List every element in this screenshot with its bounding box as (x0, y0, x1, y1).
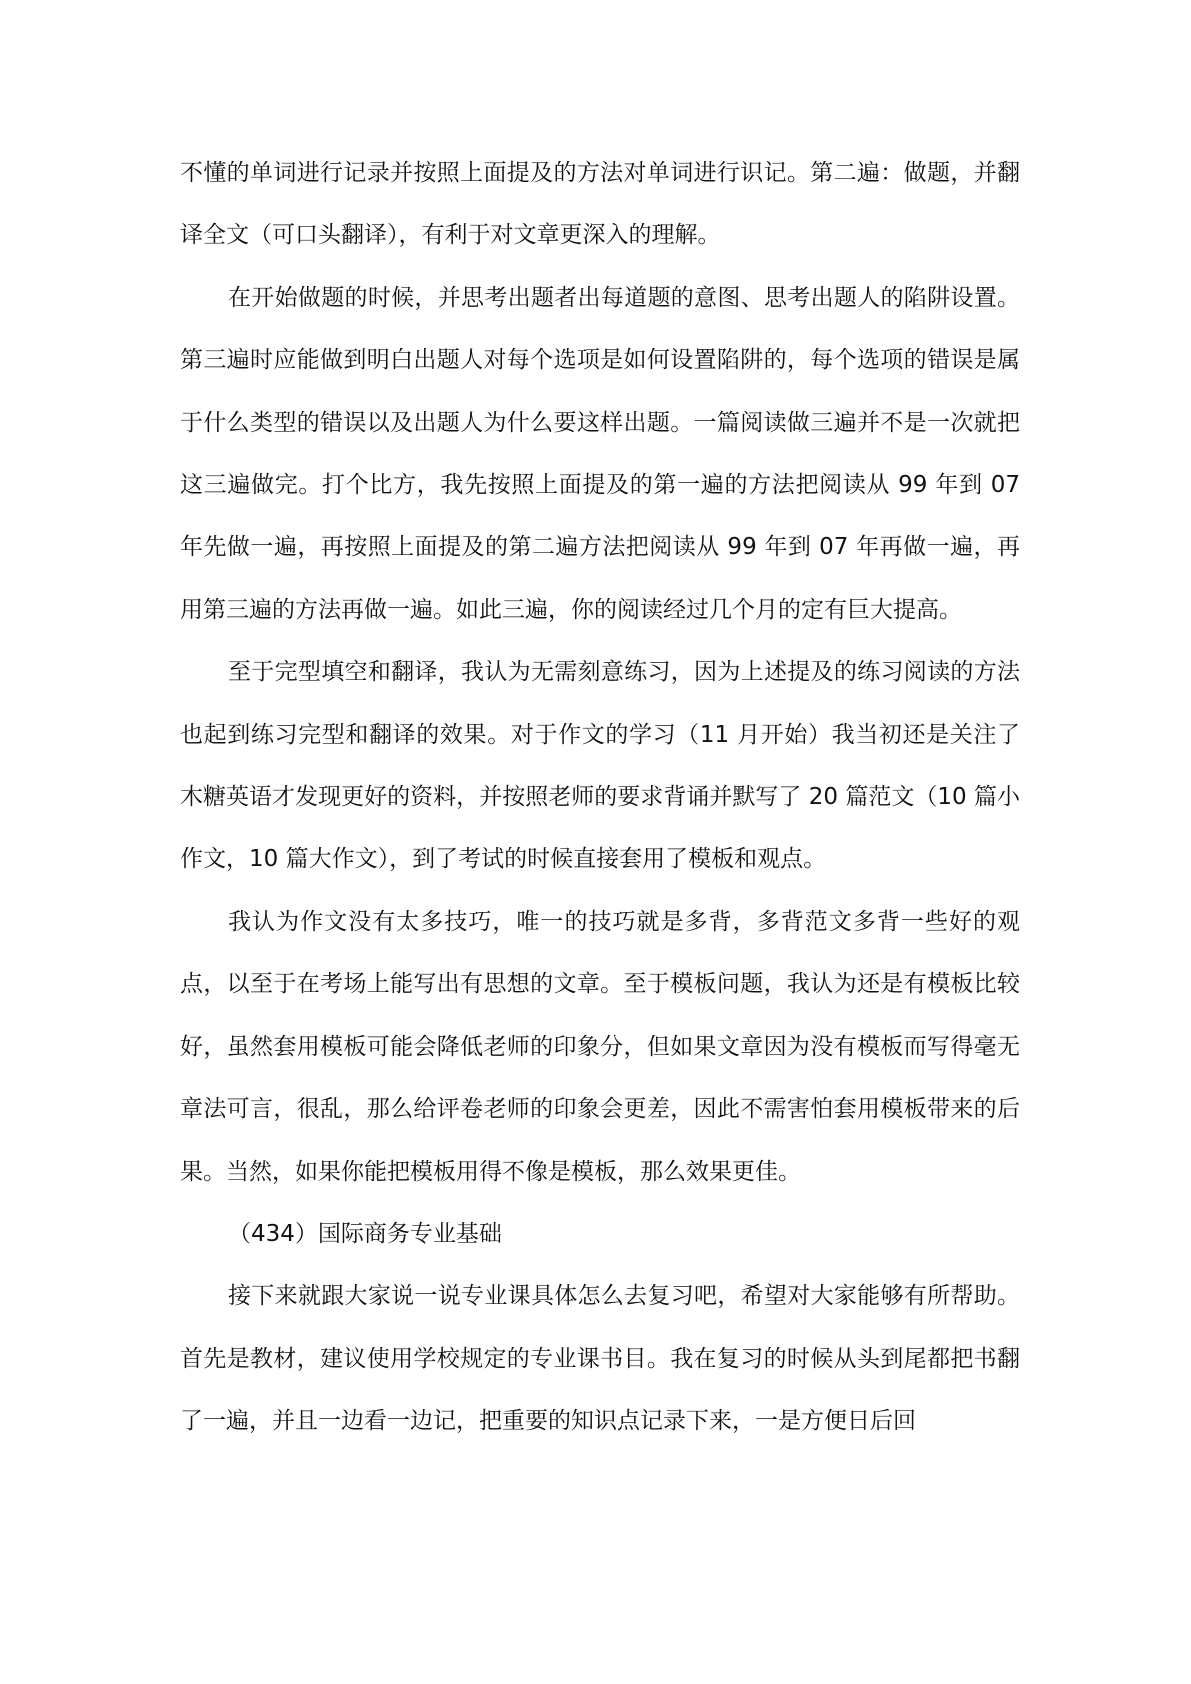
document-body (180, 142, 1020, 1453)
paragraph: 至于完型填空和翻译，我认为无需刻意练习，因为上述提及的练习阅读的方法也起到练习完型和翻译的效果。对于作文的学习（11 月开始）我当初还是关注了木糖英语才发现更好的资料，并按照老师的要求背诵并默写了 20 篇范文（10 篇小作文，10 篇大作文），到了考试的时候直接套用了模板和观点。 (180, 659, 1020, 873)
paragraph: 不懂的单词进行记录并按照上面提及的方法对单词进行识记。第二遍：做题，并翻译全文（可口头翻译），有利于对文章更深入的理解。 (180, 160, 1020, 249)
paragraph: 接下来就跟大家说一说专业课具体怎么去复习吧，希望对大家能够有所帮助。首先是教材，建议使用学校规定的专业课书目。我在复习的时候从头到尾都把书翻了一遍，并且一边看一边记，把重要的知识点记录下来，一是方便日后回 (180, 1283, 1020, 1435)
paragraph: 在开始做题的时候，并思考出题者出每道题的意图、思考出题人的陷阱设置。第三遍时应能做到明白出题人对每个选项是如何设置陷阱的，每个选项的错误是属于什么类型的错误以及出题人为什么要这样出题。一篇阅读做三遍并不是一次就把这三遍做完。打个比方，我先按照上面提及的第一遍的方法把阅读从 99 年到 07 年先做一遍，再按照上面提及的第二遍方法把阅读从 99 年到 07 年再做一遍，再用第三遍的方法再做一遍。如此三遍，你的阅读经过几个月的定有巨大提高。 (180, 284, 1020, 623)
section-heading: （434）国际商务专业基础 (228, 1220, 502, 1247)
paragraph: 我认为作文没有太多技巧，唯一的技巧就是多背，多背范文多背一些好的观点，以至于在考场上能写出有思想的文章。至于模板问题，我认为还是有模板比较好，虽然套用模板可能会降低老师的印象分，但如果文章因为没有模板而写得毫无章法可言，很乱，那么给评卷老师的印象会更差，因此不需害怕套用模板带来的后果。当然，如果你能把模板用得不像是模板，那么效果更佳。 (180, 908, 1020, 1185)
